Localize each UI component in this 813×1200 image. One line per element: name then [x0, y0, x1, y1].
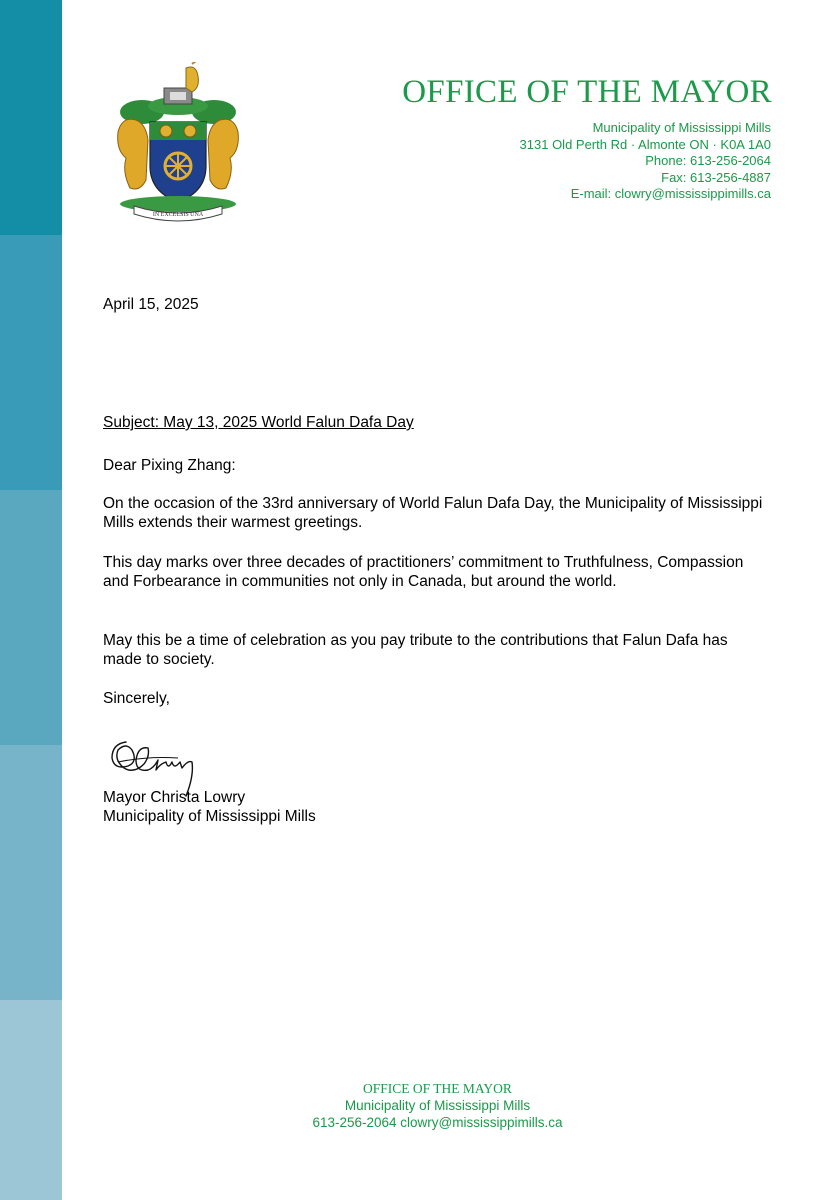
phone-line: Phone: 613-256-2064: [645, 153, 771, 168]
letter-subject: Subject: May 13, 2025 World Falun Dafa Day: [103, 414, 414, 431]
decorative-sidebar: [0, 0, 62, 1200]
footer-contact: 613-256-2064 clowry@mississippimills.ca: [312, 1115, 563, 1130]
municipality-name: Municipality of Mississippi Mills: [592, 120, 771, 135]
closing: Sincerely,: [103, 690, 170, 707]
footer-title: OFFICE OF THE MAYOR: [363, 1081, 512, 1096]
signer-organization: Municipality of Mississippi Mills: [103, 808, 316, 825]
body-paragraph: On the occasion of the 33rd anniversary of World Falun Dafa Day, the Municipality of Mississippi Mills extends their warmest greetings.: [103, 495, 763, 531]
sidebar-band: [0, 0, 62, 235]
signer-name: Mayor Christa Lowry: [103, 789, 246, 806]
letter-footer: [62, 1080, 813, 1131]
salutation: Dear Pixing Zhang:: [103, 457, 236, 474]
sidebar-band: [0, 1000, 62, 1200]
letterhead-contact: [520, 120, 771, 203]
body-paragraph: This day marks over three decades of practitioners’ commitment to Truthfulness, Compassion and Forbearance in communities not only in Canada, but around the world.: [103, 554, 744, 590]
footer-municipality: Municipality of Mississippi Mills: [344, 1098, 531, 1113]
sidebar-band: [0, 745, 62, 1000]
coat-of-arms-icon: [112, 62, 244, 222]
sidebar-band: [0, 490, 62, 745]
address-line: 3131 Old Perth Rd · Almonte ON · K0A 1A0: [519, 136, 771, 152]
office-title: OFFICE OF THE MAYOR: [402, 74, 772, 110]
email-line: E-mail: clowry@mississippimills.ca: [570, 186, 771, 201]
body-paragraph: May this be a time of celebration as you pay tribute to the contributions that Falun Dafa has made to society.: [103, 632, 728, 668]
crest-motto: IN EXCELSIS UNA: [152, 212, 204, 218]
letter-date: April 15, 2025: [103, 296, 199, 313]
fax-line: Fax: 613-256-4887: [661, 169, 771, 185]
sidebar-band: [0, 235, 62, 490]
